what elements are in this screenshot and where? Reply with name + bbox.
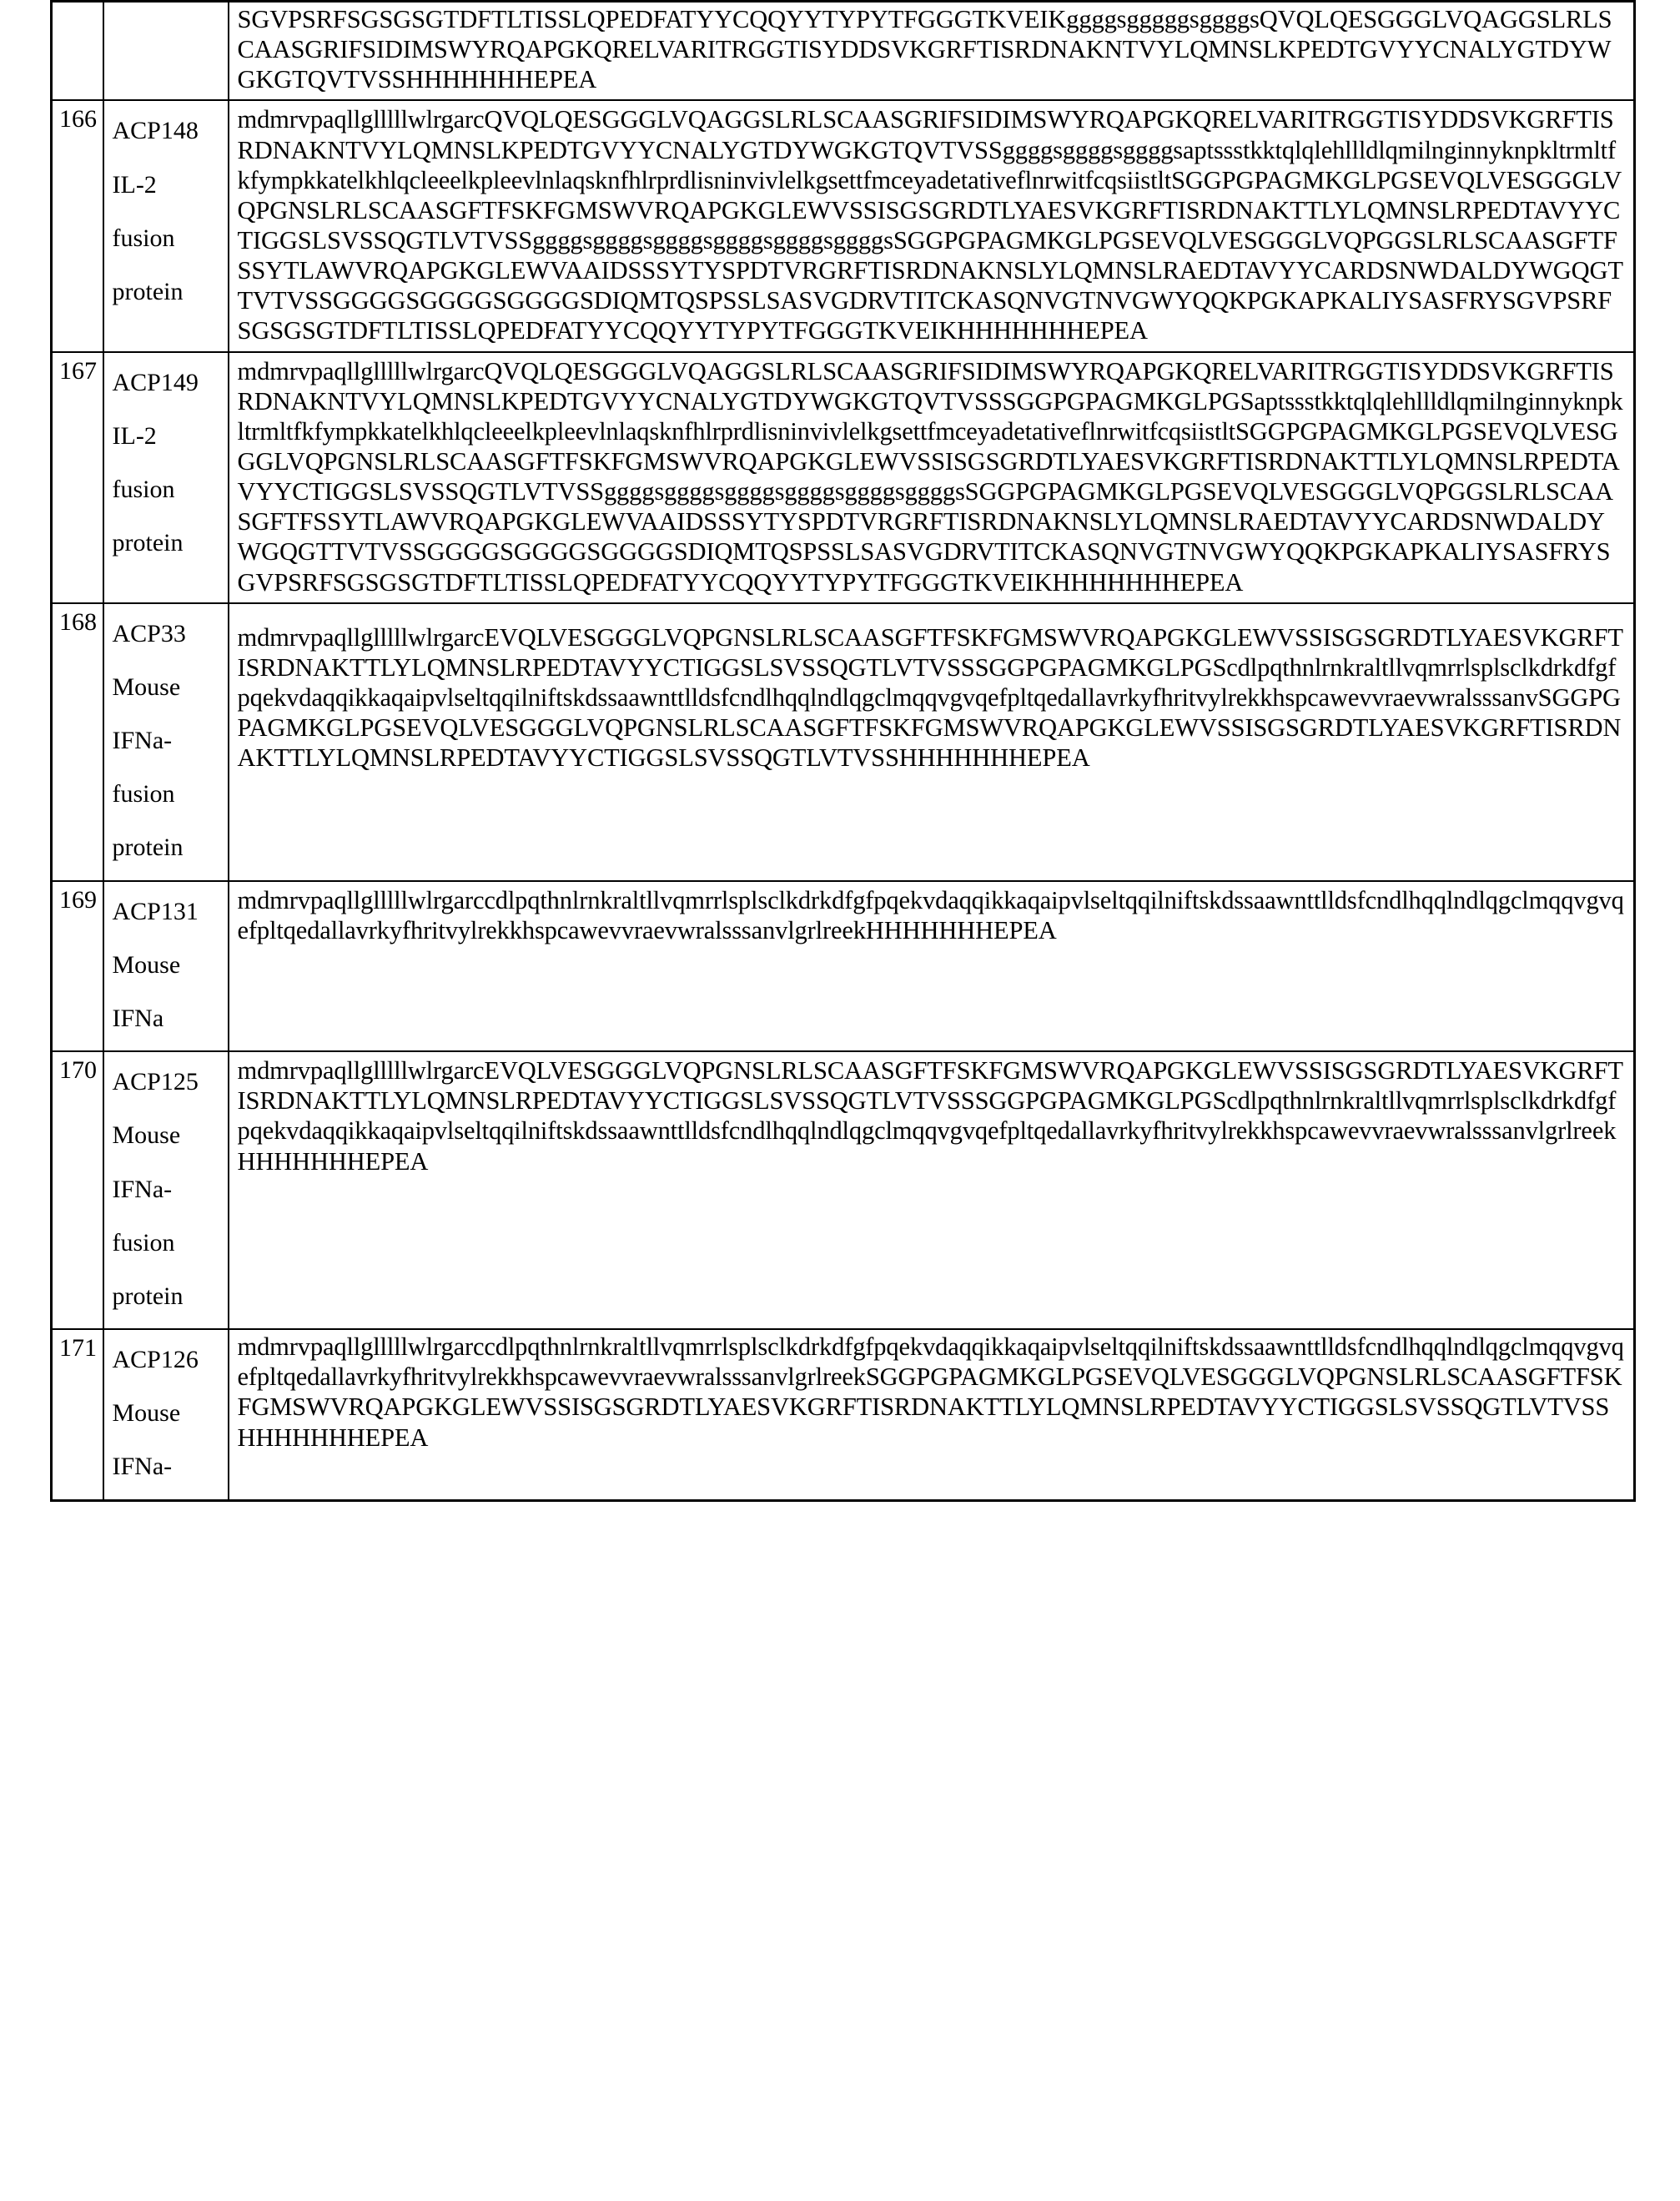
sequence-text: mdmrvpaqllglllllwlrgarcEVQLVESGGGLVQPGNSLRLSCAASGFTFSKFGMSWVRQAPGKGLEWVSSISGSGRDTLYAESVKGRFTISRDNAKTTLYLQMNSLRPEDTAVYYCTIGGSLSVSSQGTLVTVSSSGGPGPAGMKGLPGScdlpqthnlrnkraltllvqmrrlsplsclkdrkdfgfpqekvdaqqikkaqaipvlseltqqilniftskdssaawnttlldsfcndlhqqlndlqgclmqqvgvqefpltqedallavrkyfhritvylrekkhspcawevvraevwralsssanvSGGPGPAGMKGLPGSEVQLVESGGGLVQPGNSLRLSCAASGFTFSKFGMSWVRQAPGKGLEWVSSISGSGRDTLYAESVKGRFTISRDNAKTTLYLQMNSLRPEDTAVYYCTIGGSLSVSSQGTLVTVSSHHHHHHHEPEA (237, 622, 1623, 773)
construct-name-line: fusion (112, 475, 175, 503)
seq-id-cell: 166 (52, 100, 103, 351)
construct-name-line: ACP126 (112, 1346, 199, 1374)
construct-name-line: ACP131 (112, 897, 199, 925)
construct-name-line: IFNa (112, 1004, 164, 1032)
sequence-text: mdmrvpaqllglllllwlrgarccdlpqthnlrnkraltllvqmrrlsplsclkdrkdfgfpqekvdaqqikkaqaipvlseltqqilniftskdssaawnttlldsfcndlhqqlndlqgclmqqvgvqefpltqedallavrkyfhritvylrekkhspcawevvraevwralsssanvlgrlreekHHHHHHHEPEA (237, 885, 1624, 944)
construct-name-cell (103, 2, 229, 101)
construct-name-cell (103, 603, 229, 881)
table-row (52, 1051, 1635, 1329)
sequence-text: SGVPSRFSGSGSGTDFTLTISSLQPEDFATYYCQQYYTYPYTFGGGTKVEIKggggsgggggsggggsQVQLQESGGGLVQAGGSLRLSCAASGRIFSIDIMSWYRQAPGKQRELVARITRGGTISYDDSVKGRFTISRDNAKNTVYLQMNSLKPEDTGVYYCNALYGTDYWGKGTQVTVSSHHHHHHHEPEA (237, 5, 1612, 94)
sequence-cell (229, 352, 1635, 603)
construct-name-line: protein (112, 834, 184, 862)
construct-name-cell (103, 881, 229, 1052)
sequence-cell (229, 2, 1635, 101)
sequence-cell (229, 1051, 1635, 1329)
construct-name-line: Mouse (112, 672, 181, 701)
construct-name-cell (103, 352, 229, 603)
sequence-cell (229, 100, 1635, 351)
construct-name-line: protein (112, 529, 184, 557)
seq-id-cell: 167 (52, 352, 103, 603)
sequence-cell (229, 881, 1635, 1052)
table-row (52, 881, 1635, 1052)
construct-name-line: ACP149 (112, 368, 199, 396)
sequence-cell (229, 1329, 1635, 1500)
construct-name-line: ACP125 (112, 1068, 199, 1096)
table-row (52, 603, 1635, 881)
construct-name-line: fusion (112, 1228, 175, 1257)
construct-name-line: ACP33 (112, 619, 186, 647)
sequence-text: mdmrvpaqllglllllwlrgarcQVQLQESGGGLVQAGGSLRLSCAASGRIFSIDIMSWYRQAPGKQRELVARITRGGTISYDDSVKGRFTISRDNAKNTVYLQMNSLKPEDTGVYYCNALYGTDYWGKGTQVTVSSSGGPGPAGMKGLPGSaptssstkktqlqlehllldlqmilnginnyknpkltrmltfkfympkkatelkhlqcleeelkpleevlnlaqsknfhlrprdlisninvivlelkgsettfmceyadetativeflnrwitfcqsiistltSGGPGPAGMKGLPGSEVQLVESGGGLVQPGNSLRLSCAASGFTFSKFGMSWVRQAPGKGLEWVSSISGSGRDTLYAESVKGRFTISRDNAKTTLYLQMNSLRPEDTAVYYCTIGGSLSVSSQGTLVTVSSggggsggggsggggsggggsggggsggggsSGGPGPAGMKGLPGSEVQLVESGGGLVQPGGSLRLSCAASGFTFSSYTLAWVRQAPGKGLEWVAAIDSSSYTYSPDTVRGRFTISRDNAKNSLYLQMNSLRAEDTAVYYCARDSNWDALDYWGQGTTVTVSSGGGGSGGGGSGGGGSDIQMTQSPSSLSASVGDRVTITCKASQNVGTNVGWYQQKPGKAPKALIYSASFRYSGVPSRFSGSGSGTDFTLTISSLQPEDFATYYCQQYYTYPYTFGGGTKVEIKHHHHHHHEPEA (237, 356, 1623, 597)
table-row (52, 2, 1635, 101)
construct-name-line: Mouse (112, 1121, 181, 1150)
table-row (52, 352, 1635, 603)
construct-name-cell (103, 1329, 229, 1500)
construct-name-line: protein (112, 277, 184, 305)
construct-name-cell (103, 1051, 229, 1329)
sequence-cell (229, 603, 1635, 881)
construct-name-line: fusion (112, 224, 175, 252)
table-row (52, 1329, 1635, 1500)
seq-id-cell: 169 (52, 881, 103, 1052)
table-row (52, 100, 1635, 351)
construct-name-line: IFNa- (112, 1175, 173, 1203)
construct-name-line: ACP148 (112, 117, 199, 145)
seq-id-cell: 168 (52, 603, 103, 881)
construct-name-line: protein (112, 1282, 184, 1310)
construct-name-line: Mouse (112, 1399, 181, 1428)
construct-name-line: fusion (112, 780, 175, 808)
seq-id-cell (52, 2, 103, 101)
table-body (52, 2, 1635, 1501)
construct-name-line: Mouse (112, 950, 181, 979)
construct-name-line: IL-2 (112, 170, 157, 199)
sequence-listing-table (50, 0, 1636, 1502)
construct-name-line: IFNa- (112, 1453, 173, 1481)
construct-name-line: IFNa- (112, 727, 173, 755)
seq-id-cell: 170 (52, 1051, 103, 1329)
sequence-text: mdmrvpaqllglllllwlrgarccdlpqthnlrnkraltllvqmrrlsplsclkdrkdfgfpqekvdaqqikkaqaipvlseltqqilniftskdssaawnttlldsfcndlhqqlndlqgclmqqvgvqefpltqedallavrkyfhritvylrekkhspcawevvraevwralsssanvlgrlreekSGGPGPAGMKGLPGSEVQLVESGGGLVQPGNSLRLSCAASGFTFSKFGMSWVRQAPGKGLEWVSSISGSGRDTLYAESVKGRFTISRDNAKTTLYLQMNSLRPEDTAVYYCTIGGSLSVSSQGTLVTVSSHHHHHHHEPEA (237, 1332, 1624, 1452)
seq-id-cell: 171 (52, 1329, 103, 1500)
sequence-text: mdmrvpaqllglllllwlrgarcEVQLVESGGGLVQPGNSLRLSCAASGFTFSKFGMSWVRQAPGKGLEWVSSISGSGRDTLYAESVKGRFTISRDNAKTTLYLQMNSLRPEDTAVYYCTIGGSLSVSSQGTLVTVSSSGGPGPAGMKGLPGScdlpqthnlrnkraltllvqmrrlsplsclkdrkdfgfpqekvdaqqikkaqaipvlseltqqilniftskdssaawnttlldsfcndlhqqlndlqgclmqqvgvqefpltqedallavrkyfhritvylrekkhspcawevvraevwralsssanvlgrlreekHHHHHHHEPEA (237, 1056, 1623, 1176)
sequence-text: mdmrvpaqllglllllwlrgarcQVQLQESGGGLVQAGGSLRLSCAASGRIFSIDIMSWYRQAPGKQRELVARITRGGTISYDDSVKGRFTISRDNAKNTVYLQMNSLKPEDTGVYYCNALYGTDYWGKGTQVTVSSggggsggggsggggsaptssstkktqlqlehllldlqmilnginnyknpkltrmltfkfympkkatelkhlqcleeelkpleevlnlaqsknfhlrprdlisninvivlelkgsettfmceyadetativeflnrwitfcqsiistltSGGPGPAGMKGLPGSEVQLVESGGGLVQPGNSLRLSCAASGFTFSKFGMSWVRQAPGKGLEWVSSISGSGRDTLYAESVKGRFTISRDNAKTTLYLQMNSLRPEDTAVYYCTIGGSLSVSSQGTLVTVSSggggsggggsggggsggggsggggsggggsSGGPGPAGMKGLPGSEVQLVESGGGLVQPGGSLRLSCAASGFTFSSYTLAWVRQAPGKGLEWVAAIDSSSYTYSPDTVRGRFTISRDNAKNSLYLQMNSLRAEDTAVYYCARDSNWDALDYWGQGTTVTVSSGGGGSGGGGSGGGGSDIQMTQSPSSLSASVGDRVTITCKASQNVGTNVGWYQQKPGKAPKALIYSASFRYSGVPSRFSGSGSGTDFTLTISSLQPEDFATYYCQQYYTYPYTFGGGTKVEIKHHHHHHHEPEA (237, 105, 1623, 345)
construct-name-line: IL-2 (112, 421, 157, 450)
construct-name-cell (103, 100, 229, 351)
